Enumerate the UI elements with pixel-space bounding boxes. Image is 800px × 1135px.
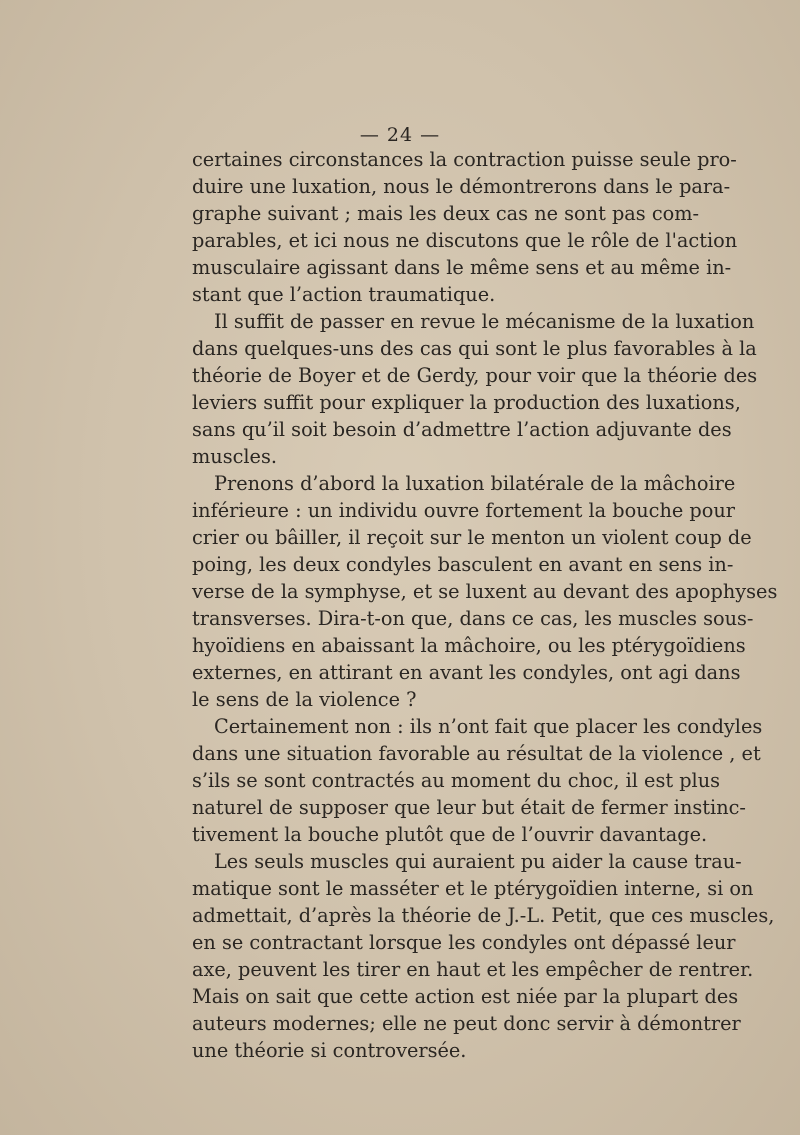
text-line: Certainement non : ils n’ont fait que placer les condyles (214, 715, 763, 738)
text-line: muscles. (192, 445, 277, 468)
text-line: axe, peuvent les tirer en haut et les empêcher de rentrer. (192, 958, 754, 981)
text-line: sans qu’il soit besoin d’admettre l’action adjuvante des (192, 418, 732, 441)
text-line: leviers suffit pour expliquer la production des luxations, (192, 391, 741, 414)
text-line: une théorie si controversée. (192, 1039, 467, 1062)
text-line: musculaire agissant dans le même sens et au même in- (192, 256, 732, 279)
text-line: matique sont le masséter et le ptérygoïdien interne, si on (192, 877, 754, 900)
text-line: s’ils se sont contractés au moment du choc, il est plus (192, 769, 721, 792)
text-line: dans quelques-uns des cas qui sont le plus favorables à la (192, 337, 757, 360)
text-line: stant que l’action traumatique. (192, 283, 496, 306)
text-line: auteurs modernes; elle ne peut donc servir à démontrer (192, 1012, 741, 1035)
text-line: crier ou bâiller, il reçoit sur le menton un violent coup de (192, 526, 752, 549)
text-line: Les seuls muscles qui auraient pu aider la cause trau- (214, 850, 742, 873)
text-line: Prenons d’abord la luxation bilatérale de la mâchoire (214, 472, 736, 495)
text-line: parables, et ici nous ne discutons que le rôle de l'action (192, 229, 738, 252)
text-line: poing, les deux condyles basculent en avant en sens in- (192, 553, 734, 576)
text-line: transverses. Dira-t-on que, dans ce cas, les muscles sous- (192, 607, 754, 630)
text-line: en se contractant lorsque les condyles ont dépassé leur (192, 931, 736, 954)
text-line: externes, en attirant en avant les condyles, ont agi dans (192, 661, 741, 684)
text-line: inférieure : un individu ouvre fortement la bouche pour (192, 499, 736, 522)
text-line: dans une situation favorable au résultat de la violence , et (192, 742, 761, 765)
text-line: Mais on sait que cette action est niée par la plupart des (192, 985, 739, 1008)
text-line: hyoïdiens en abaissant la mâchoire, ou les ptérygoïdiens (192, 634, 746, 657)
text-line: certaines circonstances la contraction puisse seule pro- (192, 148, 737, 171)
text-line: admettait, d’après la théorie de J.-L. Petit, que ces muscles, (192, 904, 775, 927)
text-line: duire une luxation, nous le démontrerons dans le para- (192, 175, 731, 198)
text-line: théorie de Boyer et de Gerdy, pour voir que la théorie des (192, 364, 758, 387)
text-line: le sens de la violence ? (192, 688, 417, 711)
text-line: tivement la bouche plutôt que de l’ouvrir davantage. (192, 823, 708, 846)
text-line: verse de la symphyse, et se luxent au devant des apophyses (192, 580, 778, 603)
text-line: graphe suivant ; mais les deux cas ne sont pas com- (192, 202, 700, 225)
text-line: naturel de supposer que leur but était de fermer instinc- (192, 796, 746, 819)
page-number: — 24 — (359, 124, 441, 146)
body-text (192, 146, 778, 1064)
text-line: Il suffit de passer en revue le mécanisme de la luxation (214, 310, 755, 333)
